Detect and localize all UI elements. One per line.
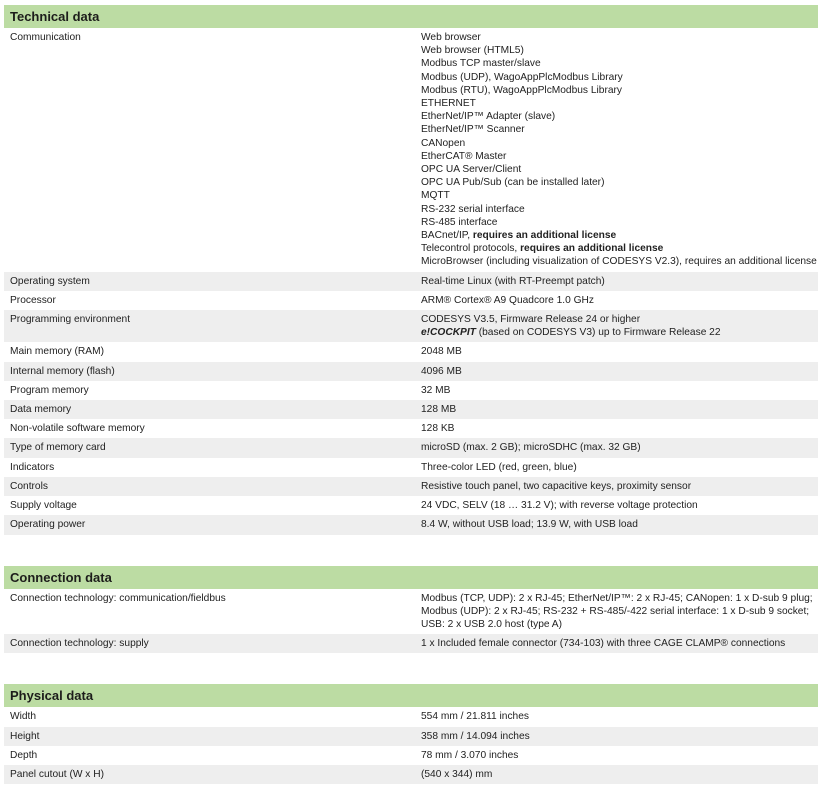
table-row <box>4 477 818 496</box>
communication-line: CANopen <box>421 137 466 149</box>
processor-label: Processor <box>4 291 416 310</box>
supply-connection-value: 1 x Included female connector (734-103) with three CAGE CLAMP® connections <box>416 634 818 653</box>
connection-data-table <box>4 589 818 654</box>
program-memory-label: Program memory <box>4 381 416 400</box>
communication-line: EtherNet/IP™ Scanner <box>421 124 525 136</box>
data-memory-label: Data memory <box>4 400 416 419</box>
supply-voltage-value: 24 VDC, SELV (18 … 31.2 V); with reverse voltage protection <box>416 496 818 515</box>
nonvolatile-label: Non-volatile software memory <box>4 419 416 438</box>
physical-data-heading: Physical data <box>4 684 818 707</box>
communication-line: ETHERNET <box>421 98 476 110</box>
programming-line: CODESYS V3.5, Firmware Release 24 or higher <box>421 314 641 326</box>
memory-card-label: Type of memory card <box>4 438 416 457</box>
bacnet-line <box>421 229 814 242</box>
width-value: 554 mm / 21.811 inches <box>416 707 818 726</box>
table-row <box>4 362 818 381</box>
depth-value: 78 mm / 3.070 inches <box>416 746 818 765</box>
telecontrol-line <box>421 242 814 255</box>
communication-line: Modbus (UDP), WagoAppPlcModbus Library <box>421 71 623 83</box>
bacnet-prefix: BACnet/IP, <box>421 230 473 242</box>
programming-label: Programming environment <box>4 310 416 342</box>
table-row <box>4 28 818 272</box>
height-label: Height <box>4 727 416 746</box>
nonvolatile-value: 128 KB <box>416 419 818 438</box>
controls-value: Resistive touch panel, two capacitive keys, proximity sensor <box>416 477 818 496</box>
table-row <box>4 381 818 400</box>
cutout-value: (540 x 344) mm <box>416 765 818 784</box>
communication-line: OPC UA Server/Client <box>421 164 522 176</box>
width-label: Width <box>4 707 416 726</box>
fieldbus-label: Connection technology: communication/fieldbus <box>4 589 416 635</box>
table-row <box>4 438 818 457</box>
table-row <box>4 746 818 765</box>
programming-value <box>416 310 818 342</box>
table-row <box>4 342 818 361</box>
supply-connection-label: Connection technology: supply <box>4 634 416 653</box>
communication-line: MQTT <box>421 190 450 202</box>
communication-line: Web browser (HTML5) <box>421 45 524 57</box>
physical-data-section <box>4 684 818 784</box>
height-value: 358 mm / 14.094 inches <box>416 727 818 746</box>
communication-line: RS-232 serial interface <box>421 203 525 215</box>
technical-data-heading: Technical data <box>4 5 818 28</box>
bacnet-license-note: requires an additional license <box>472 230 617 242</box>
table-row <box>4 400 818 419</box>
flash-label: Internal memory (flash) <box>4 362 416 381</box>
connection-data-section <box>4 566 818 654</box>
table-row <box>4 515 818 534</box>
communication-line: Modbus TCP master/slave <box>421 58 541 70</box>
memory-card-value: microSD (max. 2 GB); microSDHC (max. 32 GB) <box>416 438 818 457</box>
communication-line: RS-485 interface <box>421 216 498 228</box>
communication-line: Web browser <box>421 32 481 43</box>
communication-line: EtherCAT® Master <box>421 150 507 162</box>
table-row <box>4 310 818 342</box>
ram-value: 2048 MB <box>416 342 818 361</box>
table-row <box>4 496 818 515</box>
microbrowser-line: MicroBrowser (including visualization of CODESYS V2.3), requires an additional license <box>421 256 817 268</box>
ecockpit-name: e!COCKPIT <box>421 327 476 339</box>
ram-label: Main memory (RAM) <box>4 342 416 361</box>
telecontrol-prefix: Telecontrol protocols, <box>421 243 521 255</box>
table-row <box>4 291 818 310</box>
processor-value: ARM® Cortex® A9 Quadcore 1.0 GHz <box>416 291 818 310</box>
telecontrol-license-note: requires an additional license <box>520 243 664 255</box>
table-row <box>4 272 818 291</box>
technical-data-table <box>4 28 818 535</box>
fieldbus-value <box>416 589 818 635</box>
table-row <box>4 419 818 438</box>
communication-value <box>416 28 818 272</box>
data-memory-value: 128 MB <box>416 400 818 419</box>
cutout-label: Panel cutout (W x H) <box>4 765 416 784</box>
operating-power-label: Operating power <box>4 515 416 534</box>
os-value: Real-time Linux (with RT-Preempt patch) <box>416 272 818 291</box>
controls-label: Controls <box>4 477 416 496</box>
ecockpit-note: (based on CODESYS V3) up to Firmware Release 22 <box>475 327 721 339</box>
datasheet-page <box>4 5 818 784</box>
technical-data-section <box>4 5 818 535</box>
table-row <box>4 707 818 726</box>
section-spacer <box>4 653 818 684</box>
table-row <box>4 727 818 746</box>
supply-voltage-label: Supply voltage <box>4 496 416 515</box>
table-row <box>4 634 818 653</box>
communication-line: OPC UA Pub/Sub (can be installed later) <box>421 177 605 189</box>
fieldbus-line: USB: 2 x USB 2.0 host (type A) <box>421 618 562 630</box>
fieldbus-line: Modbus (UDP): 2 x RJ-45; RS-232 + RS-485/-422 serial interface: 1 x D-sub 9 socket; <box>421 605 810 617</box>
indicators-value: Three-color LED (red, green, blue) <box>416 458 818 477</box>
depth-label: Depth <box>4 746 416 765</box>
communication-label: Communication <box>4 28 416 272</box>
physical-data-table <box>4 707 818 784</box>
table-row <box>4 589 818 635</box>
table-row <box>4 458 818 477</box>
connection-data-heading: Connection data <box>4 566 818 589</box>
flash-value: 4096 MB <box>416 362 818 381</box>
section-spacer <box>4 535 818 566</box>
table-row <box>4 765 818 784</box>
os-label: Operating system <box>4 272 416 291</box>
program-memory-value: 32 MB <box>416 381 818 400</box>
indicators-label: Indicators <box>4 458 416 477</box>
programming-line <box>421 326 814 339</box>
operating-power-value: 8.4 W, without USB load; 13.9 W, with USB load <box>416 515 818 534</box>
communication-line: Modbus (RTU), WagoAppPlcModbus Library <box>421 84 622 96</box>
communication-line: EtherNet/IP™ Adapter (slave) <box>421 111 556 123</box>
fieldbus-line: Modbus (TCP, UDP): 2 x RJ-45; EtherNet/IP™: 2 x RJ-45; CANopen: 1 x D-sub 9 plug; <box>421 592 813 604</box>
